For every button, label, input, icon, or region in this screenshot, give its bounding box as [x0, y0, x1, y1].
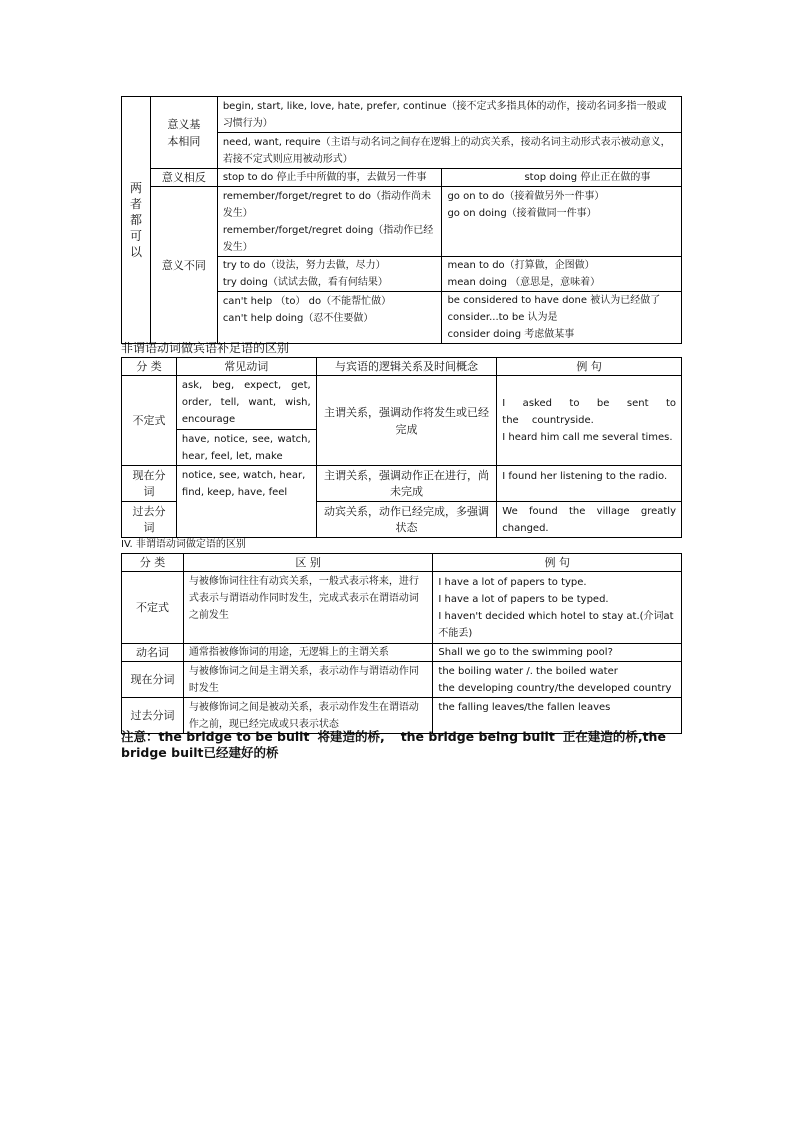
header-relation: 与宾语的逻辑关系及时间概念 — [316, 358, 497, 376]
remember-forget-regret-cell: remember/forget/regret to do（指动作尚未发生） remember/forget/regret doing（指动作已经发生） — [217, 187, 442, 257]
caption-object-complement: 非谓语动词做宾语补足语的区别 — [121, 341, 290, 355]
both-label: 两者都可以 — [129, 181, 142, 259]
note-phrase-3-cn: 已经建好的桥 — [203, 745, 279, 760]
same-meaning-label: 意义基本相同 — [150, 97, 217, 169]
opposite-meaning-label: 意义相反 — [150, 169, 217, 187]
row-example-infinitive: I have a lot of papers to type. I have a lot of papers to be typed. I haven't decided which hotel to stay at.(介词at不能丢) — [433, 572, 682, 644]
header-category: 分 类 — [122, 554, 184, 572]
infinitive-label: 不定式 — [122, 376, 177, 466]
table-both-usage — [121, 96, 682, 344]
mean-cell: mean to do（打算做，企图做） mean doing （意思是，意味着） — [442, 257, 682, 292]
note-phrase-2-cn: 正在建造的桥, — [562, 729, 643, 744]
present-participle-label: 现在分词 — [122, 466, 177, 502]
note-phrase-1-cn: 将建造的桥, — [317, 729, 385, 744]
table-attributive — [121, 553, 682, 734]
infinitive-verbs-1: ask, beg, expect, get, order, tell, want, wish, encourage — [176, 376, 316, 430]
row-diff-present-participle: 与被修饰词之间是主谓关系，表示动作与谓语动作同时发生 — [183, 662, 433, 698]
header-difference: 区 别 — [183, 554, 433, 572]
header-common-verbs: 常见动词 — [176, 358, 316, 376]
note-line — [121, 729, 691, 761]
try-cell: try to do（设法，努力去做，尽力） try doing（试试去做，看有何结果） — [217, 257, 442, 292]
row-label-present-participle: 现在分词 — [122, 662, 184, 698]
go-on-cell: go on to do（接着做另外一件事） go on doing（接着做同一件事） — [442, 187, 682, 257]
row-diff-past-participle: 与被修饰词之间是被动关系，表示动作发生在谓语动作之前，现已经完成或只表示状态 — [183, 698, 433, 734]
row-label-past-participle: 过去分词 — [122, 698, 184, 734]
note-phrase-2: the bridge being built — [400, 729, 555, 744]
infinitive-relation: 主谓关系，强调动作将发生或已经完成 — [316, 376, 497, 466]
present-participle-example: I found her listening to the radio. — [497, 466, 682, 502]
note-phrase-3: the bridge built — [121, 729, 666, 760]
header-category: 分 类 — [122, 358, 177, 376]
row-example-present-participle: the boiling water /. the boiled water the developing country/the developed country — [433, 662, 682, 698]
row-example-past-participle: the falling leaves/the fallen leaves — [433, 698, 682, 734]
row-diff-gerund: 通常指被修饰词的用途，无逻辑上的主谓关系 — [183, 644, 433, 662]
both-label-cell — [122, 97, 151, 344]
opposite-left: stop to do 停止手中所做的事，去做另一件事 — [217, 169, 442, 187]
header-example: 例 句 — [433, 554, 682, 572]
present-participle-relation: 主谓关系，强调动作正在进行，尚未完成 — [316, 466, 497, 502]
header-example: 例 句 — [497, 358, 682, 376]
table-object-complement — [121, 357, 682, 538]
row-label-gerund: 动名词 — [122, 644, 184, 662]
past-participle-label: 过去分词 — [122, 502, 177, 538]
same-meaning-item-2: need, want, require（主语与动名词之间存在逻辑上的动宾关系，接动名词主动形式表示被动意义，若接不定式则应用被动形式） — [217, 133, 681, 169]
past-participle-relation: 动宾关系，动作已经完成，多强调状态 — [316, 502, 497, 538]
row-example-gerund: Shall we go to the swimming pool? — [433, 644, 682, 662]
cant-help-cell: can't help （to） do（不能帮忙做） can't help doing（忍不住要做） — [217, 292, 442, 344]
same-meaning-item-1: begin, start, like, love, hate, prefer, continue（接不定式多指具体的动作，接动名词多指一般或习惯行为） — [217, 97, 681, 133]
consider-cell: be considered to have done 被认为已经做了 consider...to be 认为是 consider doing 考虑做某事 — [442, 292, 682, 344]
past-participle-example: We found the village greatly changed. — [497, 502, 682, 538]
row-diff-infinitive: 与被修饰词往往有动宾关系，一般式表示将来，进行式表示与谓语动作同时发生，完成式表示在谓语动词之前发生 — [183, 572, 433, 644]
opposite-right: stop doing 停止正在做的事 — [442, 169, 682, 187]
row-label-infinitive: 不定式 — [122, 572, 184, 644]
caption-attributive: IV. 非谓语动词做定语的区别 — [121, 539, 246, 550]
infinitive-verbs-2: have, notice, see, watch, hear, feel, let, make — [176, 430, 316, 466]
note-phrase-1: the bridge to be built — [158, 729, 310, 744]
note-prefix: 注意： — [121, 729, 159, 744]
participle-verbs: notice, see, watch, hear, find, keep, have, feel — [176, 466, 316, 538]
infinitive-examples: I asked to be sent to the countryside. I heard him call me several times. — [497, 376, 682, 466]
different-meaning-label: 意义不同 — [150, 187, 217, 344]
